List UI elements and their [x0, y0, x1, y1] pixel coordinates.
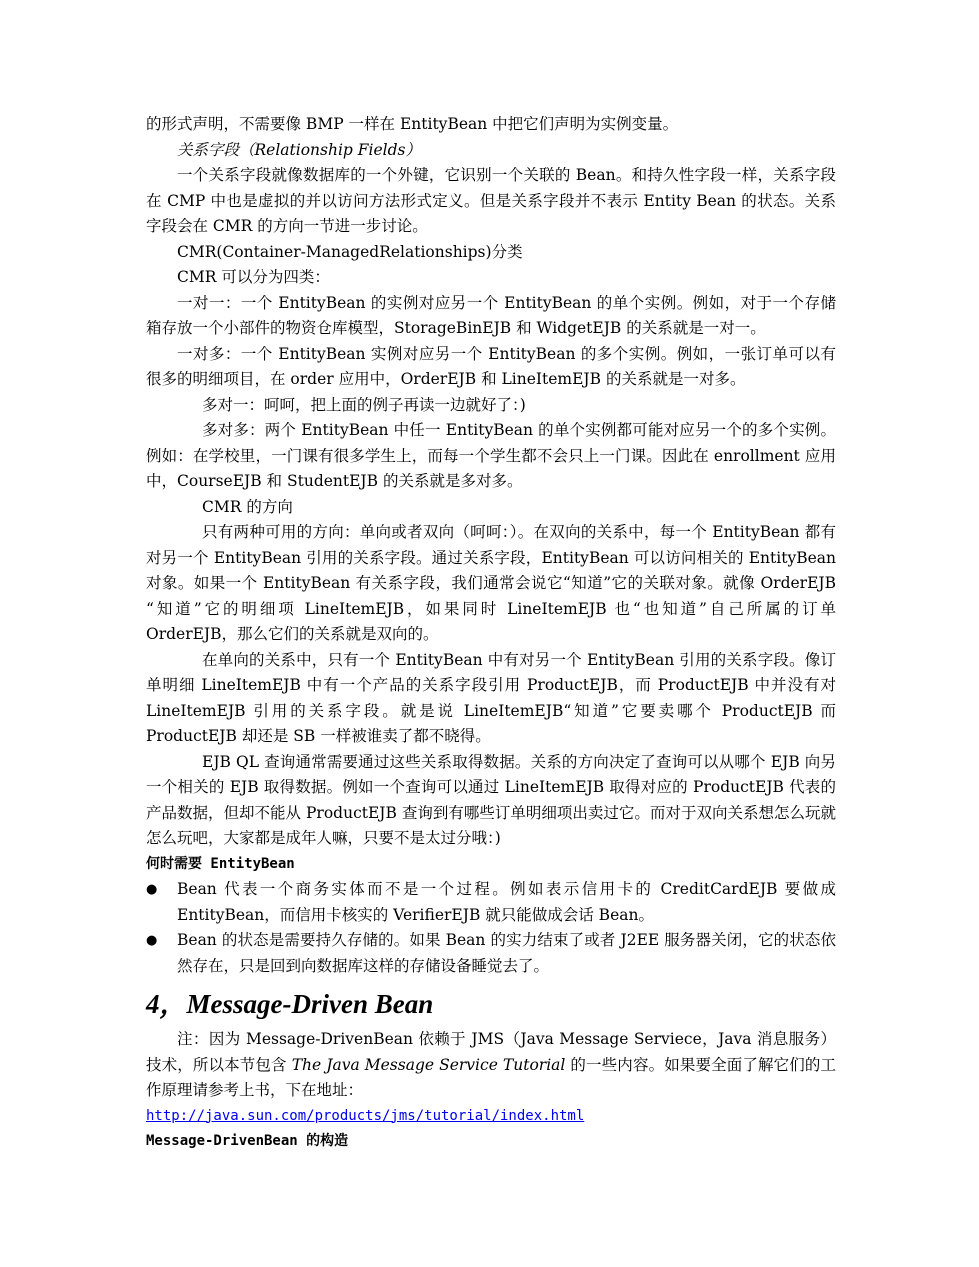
jms-tutorial-link[interactable]: http://java.sun.com/products/jms/tutorial/index.html: [146, 1107, 585, 1124]
paragraph: 一个关系字段就像数据库的一个外键，它识别一个关联的 Bean。和持久性字段一样，关系字段在 CMP 中也是虚拟的并以访问方法形式定义。但是关系字段并不表示 Entity Bean 的状态。关系字段会在 CMR 的方向一节进一步讨论。: [146, 166, 836, 235]
book-title: The Java Message Service Tutorial: [291, 1055, 566, 1074]
paragraph: 在单向的关系中，只有一个 EntityBean 中有对另一个 EntityBean 引用的关系字段。像订单明细 LineItemEJB 中有一个产品的关系字段引用 ProductEJB，而 ProductEJB 中并没有对 LineItemEJB 引用的关系字段。就是说 LineItemEJB“知道”它要卖哪个 ProductEJB 而 ProductEJB 却还是 SB 一样被谁卖了都不晓得。: [146, 650, 836, 745]
section-heading-mdb: 4，Message-Driven Bean: [146, 989, 434, 1019]
bullet-icon: ●: [146, 882, 158, 897]
document-page: [146, 112, 836, 1155]
paragraph: 的形式声明，不需要像 BMP 一样在 EntityBean 中把它们声明为实例变量。: [146, 115, 679, 133]
section-label-cmr-direction: CMR 的方向: [202, 497, 293, 516]
section-label-cmr-classification: CMR(Container-ManagedRelationships)分类: [177, 242, 523, 261]
paragraph-note: [146, 1027, 836, 1104]
heading-mdb-structure: Message-DrivenBean 的构造: [146, 1133, 349, 1149]
bullet-icon: ●: [146, 933, 158, 948]
paragraph: 只有两种可用的方向：单向或者双向（呵呵：）。在双向的关系中，每一个 EntityBean 都有对另一个 EntityBean 引用的关系字段。通过关系字段，EntityBean 可以访问相关的 EntityBean 对象。如果一个 EntityBean 有关系字段，我们通常会说它“知道”它的关联对象。就像 OrderEJB “知道”它的明细项 LineItemEJB，如果同时 LineItemEJB 也“也知道”自己所属的订单 OrderEJB，那么它们的关系就是双向的。: [146, 523, 836, 643]
note-text-end: 的一些内容。如果要全面了解它们的工作原理请参考上书，下在地址：: [146, 1055, 836, 1099]
paragraph: CMR 可以分为四类：: [177, 268, 330, 286]
bullet-list: [146, 877, 836, 979]
list-item-text: Bean 代表一个商务实体而不是一个过程。例如表示信用卡的 CreditCardEJB 要做成 EntityBean，而信用卡核实的 VerifierEJB 就只能做成会话 Bean。: [177, 880, 836, 924]
paragraph: EJB QL 查询通常需要通过这些关系取得数据。关系的方向决定了查询可以从哪个 EJB 向另一个相关的 EJB 取得数据。例如一个查询可以通过 LineItemEJB 取得对应的 ProductEJB 代表的产品数据，但却不能从 ProductEJB 查询到有哪些订单明细项出卖过它。而对于双向关系想怎么玩就怎么玩吧，大家都是成年人嘛，只要不是太过分哦：): [146, 752, 836, 847]
heading-when-entitybean: 何时需要 EntityBean: [146, 855, 295, 872]
list-item: [146, 928, 836, 979]
paragraph: 多对多：两个 EntityBean 中任一 EntityBean 的单个实例都可能对应另一个的多个实例。例如：在学校里，一门课有很多学生上，而每一个学生都不会只上一门课。因此在 enrollment 应用中，CourseEJB 和 StudentEJB 的关系就是多对多。: [146, 421, 836, 490]
url-line: [146, 1104, 836, 1130]
list-item-text: Bean 的状态是需要持久存储的。如果 Bean 的实力结束了或者 J2EE 服务器关闭，它的状态依然存在，只是回到向数据库这样的存储设备睡觉去了。: [177, 931, 836, 975]
paragraph: 一对一：一个 EntityBean 的实例对应另一个 EntityBean 的单个实例。例如，对于一个存储箱存放一个小部件的物资仓库模型，StorageBinEJB 和 WidgetEJB 的关系就是一对一。: [146, 293, 836, 337]
list-item: [146, 877, 836, 928]
note-text: 注：因为 Message-DrivenBean 依赖于 JMS（Java Message Serviece，Java 消息服务）技术，所以本节包含: [146, 1030, 836, 1074]
paragraph: 一对多：一个 EntityBean 实例对应另一个 EntityBean 的多个实例。例如，一张订单可以有很多的明细项目，在 order 应用中，OrderEJB 和 LineItemEJB 的关系就是一对多。: [146, 344, 836, 388]
paragraph: 多对一：呵呵，把上面的例子再读一边就好了：): [202, 395, 526, 414]
section-label-relationship-fields: 关系字段（Relationship Fields）: [177, 140, 422, 159]
